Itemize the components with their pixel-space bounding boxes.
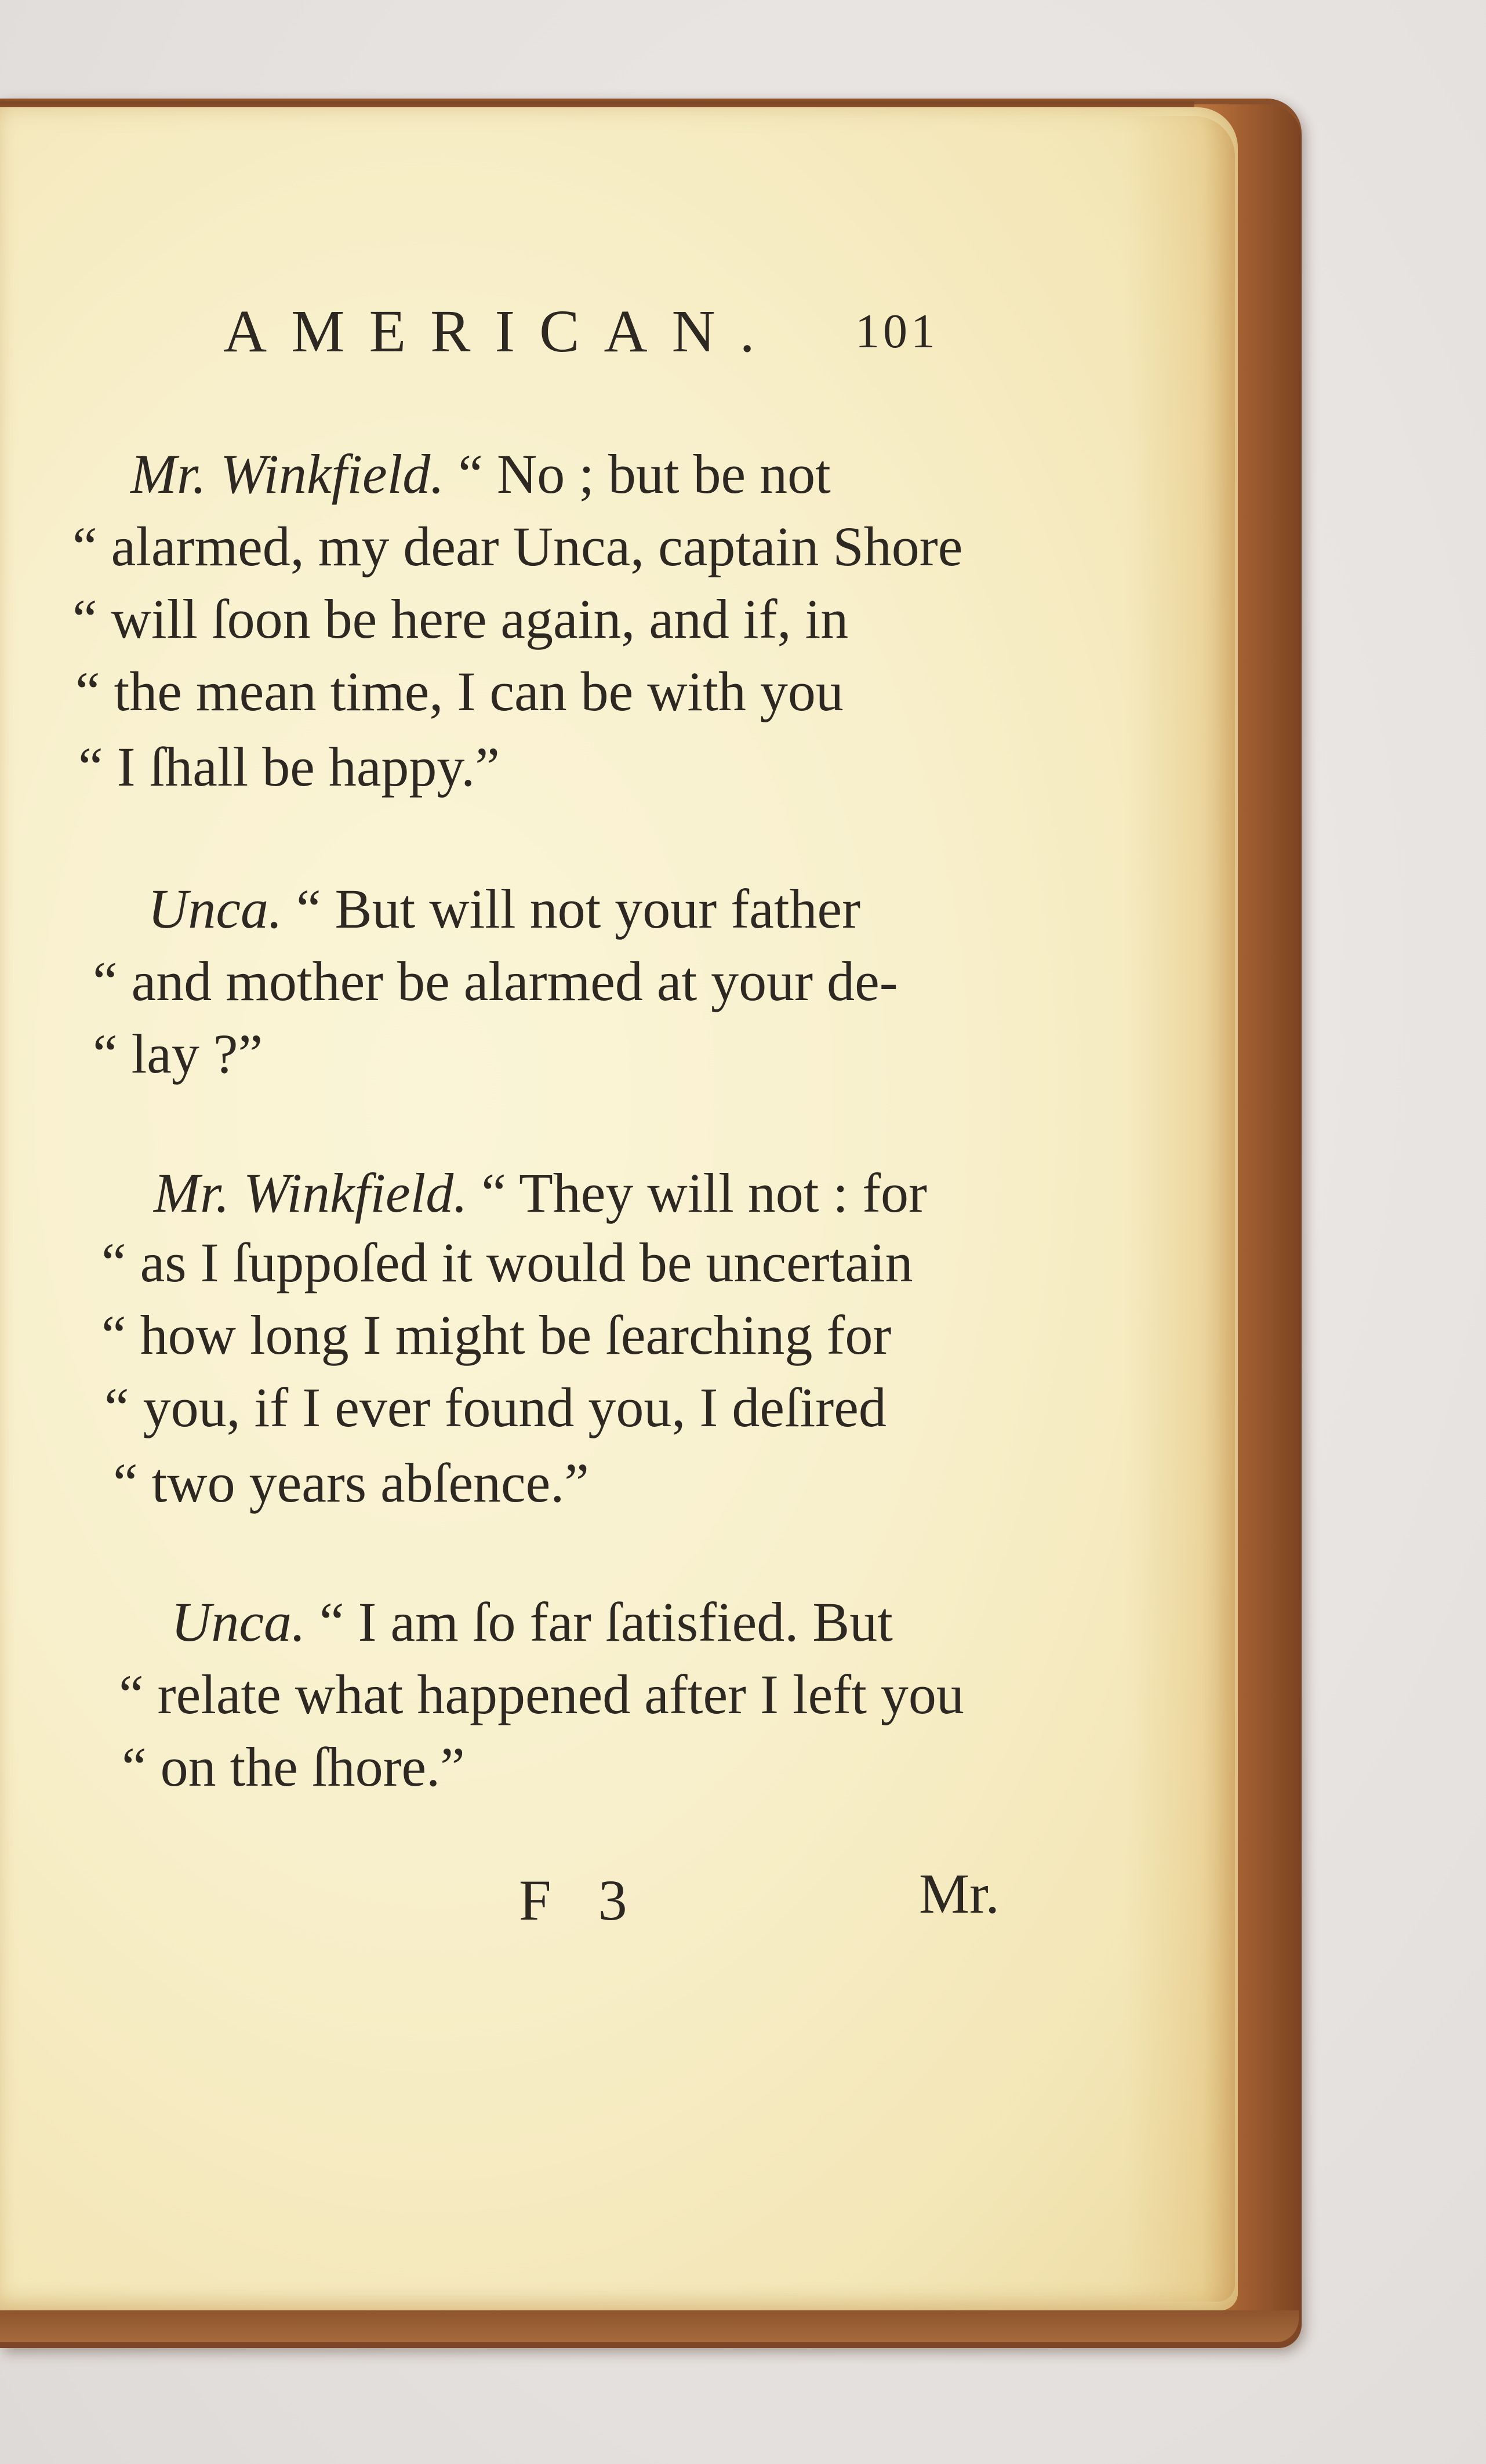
text-line [130, 443, 831, 505]
text-line: “ how long I might be ſearching for [101, 1304, 892, 1366]
text-line: “ on the ſhore.” [122, 1736, 465, 1798]
text-line [148, 878, 861, 940]
text-line: “ you, if I ever found you, I deſired [104, 1376, 886, 1438]
cover-bottom-strip [0, 2310, 1299, 2342]
text-line [171, 1591, 893, 1653]
text-line: “ alarmed, my dear Unca, captain Shore [72, 515, 963, 577]
text-line: “ I ſhall be happy.” [78, 736, 500, 798]
dialogue-text: “ No ; but be not [458, 443, 831, 505]
text-line: “ will ſoon be here again, and if, in [72, 588, 849, 650]
running-head: AMERICAN. [223, 298, 779, 365]
dialogue-text: “ But will not your father [296, 878, 861, 940]
text-line: “ two years abſence.” [113, 1452, 589, 1514]
text-line [154, 1162, 928, 1224]
page-edge-shade [1125, 116, 1235, 2302]
text-line: “ the mean time, I can be with you [75, 660, 844, 722]
page-number: 101 [855, 304, 939, 358]
speaker-name: Unca. [171, 1591, 306, 1653]
text-line: “ relate what happened after I left you [119, 1663, 964, 1725]
speaker-name: Unca. [148, 878, 282, 940]
dialogue-text: “ I am ſo far ſatisfied. But [319, 1591, 893, 1653]
text-line: “ and mother be alarmed at your de- [93, 950, 898, 1012]
speaker-name: Mr. Winkfield. [130, 443, 445, 505]
dialogue-text: “ They will not : for [481, 1162, 928, 1224]
signature-mark: F 3 [519, 1868, 644, 1932]
catchword: Mr. [919, 1863, 1000, 1925]
text-line: “ as I ſuppoſed it would be uncertain [101, 1231, 913, 1293]
text-line: “ lay ?” [93, 1023, 263, 1085]
speaker-name: Mr. Winkfield. [154, 1162, 468, 1224]
